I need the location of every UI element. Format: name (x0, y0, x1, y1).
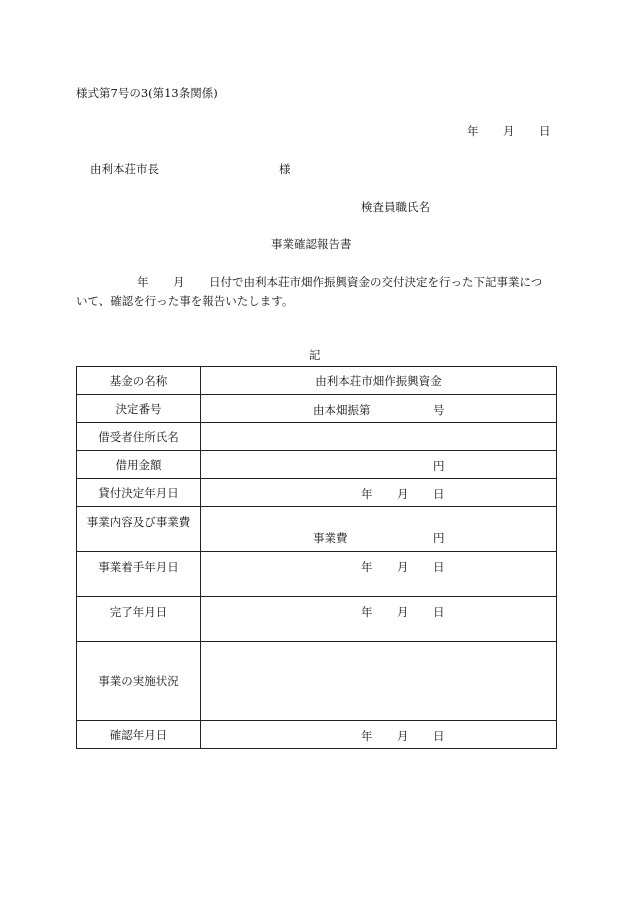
confirm-date-month: 月 (397, 729, 409, 743)
loan-date-year: 年 (361, 487, 373, 501)
addressee-honorific: 様 (279, 162, 291, 176)
row-status (77, 642, 557, 721)
decision-no-cell (201, 395, 557, 423)
date-year: 年 (467, 124, 479, 138)
start-date-year: 年 (361, 560, 373, 574)
loan-date-month: 月 (397, 487, 409, 501)
row-loan-amount (77, 451, 557, 479)
doc-title: 事業確認報告書 (271, 237, 352, 251)
row-project-content (77, 507, 557, 552)
completion-date-day: 日 (433, 605, 445, 619)
start-date-day: 日 (433, 560, 445, 574)
fund-name-label: 基金の名称 (77, 367, 201, 395)
completion-date-month: 月 (397, 605, 409, 619)
completion-date-year: 年 (361, 605, 373, 619)
loan-amount-label: 借用金額 (77, 451, 201, 479)
confirm-date-year: 年 (361, 729, 373, 743)
project-cost-yen: 円 (433, 531, 445, 545)
status-label: 事業の実施状況 (77, 642, 201, 721)
confirm-date-day: 日 (433, 729, 445, 743)
ki-label: 記 (309, 348, 321, 362)
form-number: 様式第7号の3(第13条関係) (76, 86, 218, 100)
loan-date-day: 日 (433, 487, 445, 501)
loan-date-cell (201, 479, 557, 507)
intro-line1-rest: 日付で由利本荘市畑作振興資金の交付決定を行った下記事業につ (209, 275, 543, 289)
start-date-month: 月 (397, 560, 409, 574)
project-cost-label: 事業費 (313, 531, 348, 545)
project-content-label: 事業内容及び事業費 (77, 507, 201, 552)
loan-date-label: 貸付決定年月日 (77, 479, 201, 507)
row-loan-date (77, 479, 557, 507)
decision-no-label: 決定番号 (77, 395, 201, 423)
intro-month: 月 (173, 275, 185, 289)
row-completion-date (77, 597, 557, 642)
date-month: 月 (503, 124, 515, 138)
row-borrower (77, 423, 557, 451)
row-start-date (77, 552, 557, 597)
row-confirm-date (77, 721, 557, 749)
record-table (76, 366, 557, 749)
borrower-cell (201, 423, 557, 451)
status-cell (201, 642, 557, 721)
intro-year: 年 (137, 275, 149, 289)
borrower-label: 借受者住所氏名 (77, 423, 201, 451)
start-date-label: 事業着手年月日 (77, 552, 201, 597)
loan-amount-cell (201, 451, 557, 479)
completion-date-label: 完了年月日 (77, 597, 201, 642)
inspector-label: 検査員職氏名 (361, 200, 430, 214)
decision-no-suffix: 号 (433, 403, 445, 417)
date-day: 日 (539, 124, 551, 138)
project-content-cell (201, 507, 557, 552)
loan-amount-yen: 円 (433, 459, 445, 473)
fund-name-cell (201, 367, 557, 395)
start-date-cell (201, 552, 557, 597)
decision-no-prefix: 由本畑振第 (313, 403, 371, 417)
confirm-date-label: 確認年月日 (77, 721, 201, 749)
intro-line2: いて、確認を行った事を報告いたします。 (76, 294, 294, 308)
row-fund-name (77, 367, 557, 395)
fund-name-value: 由利本荘市畑作振興資金 (315, 373, 442, 388)
addressee-name: 由利本荘市長 (90, 162, 159, 176)
confirm-date-cell (201, 721, 557, 749)
row-decision-no (77, 395, 557, 423)
completion-date-cell (201, 597, 557, 642)
